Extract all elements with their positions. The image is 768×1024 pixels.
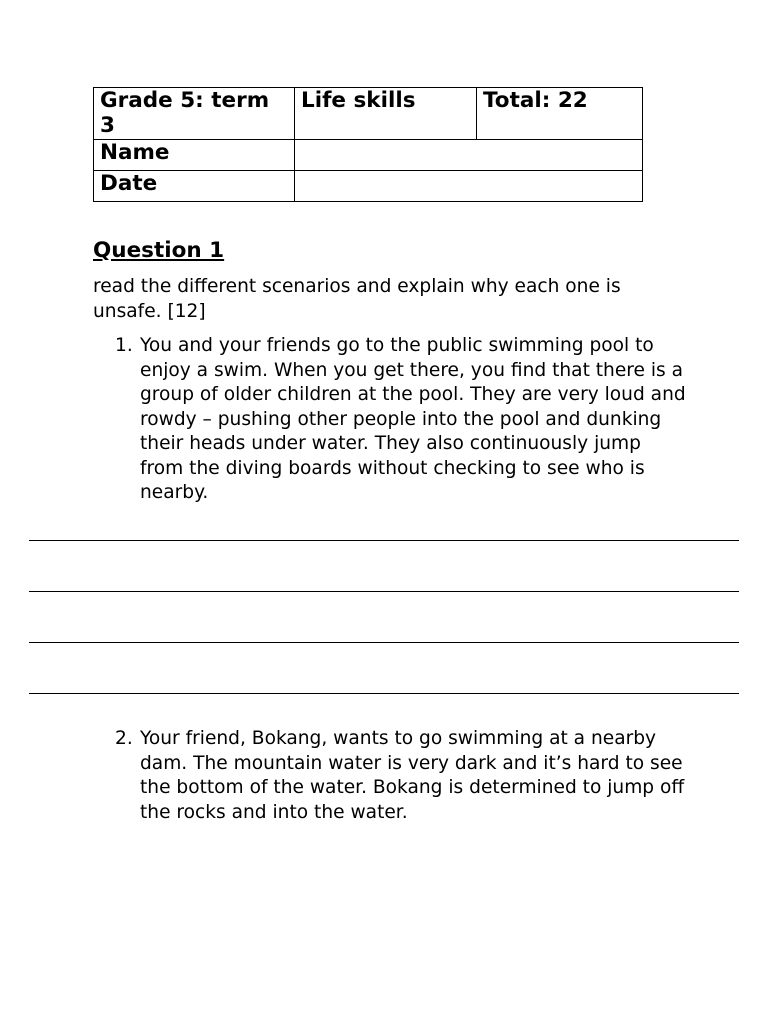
subject-cell: Life skills — [295, 88, 477, 140]
answer-line[interactable] — [29, 540, 739, 541]
total-marks-cell: Total: 22 — [477, 88, 643, 140]
header-row-info — [94, 88, 643, 140]
header-row-date — [94, 171, 643, 202]
date-field[interactable] — [295, 171, 643, 202]
grade-term-cell: Grade 5: term 3 — [94, 88, 295, 140]
scenario-text: Your friend, Bokang, wants to go swimming at a nearby dam. The mountain water is very dark and it’s hard to see the bottom of the water. Bokang is determined to jump off the rocks and into the water. — [140, 728, 685, 823]
scenario-item — [115, 334, 690, 506]
answer-line[interactable] — [29, 642, 739, 643]
header-table — [93, 87, 643, 202]
question-instruction: read the different scenarios and explain why each one is unsafe. [12] — [93, 276, 621, 322]
header-row-name — [94, 140, 643, 171]
question-heading: Question 1 — [93, 238, 225, 263]
name-field[interactable] — [295, 140, 643, 171]
name-label: Name — [94, 140, 295, 171]
scenario-number: 2. — [115, 728, 133, 749]
date-label: Date — [94, 171, 295, 202]
answer-line[interactable] — [29, 693, 739, 694]
answer-line[interactable] — [29, 591, 739, 592]
scenario-number: 1. — [115, 335, 133, 356]
scenario-item — [115, 727, 690, 825]
scenario-text: You and your friends go to the public swimming pool to enjoy a swim. When you get there, you find that there is a group of older children at the pool. They are very loud and rowdy – pushing other people into the pool and dunking their heads under water. They also continuously jump from the diving boards without checking to see who is nearby. — [140, 335, 686, 503]
